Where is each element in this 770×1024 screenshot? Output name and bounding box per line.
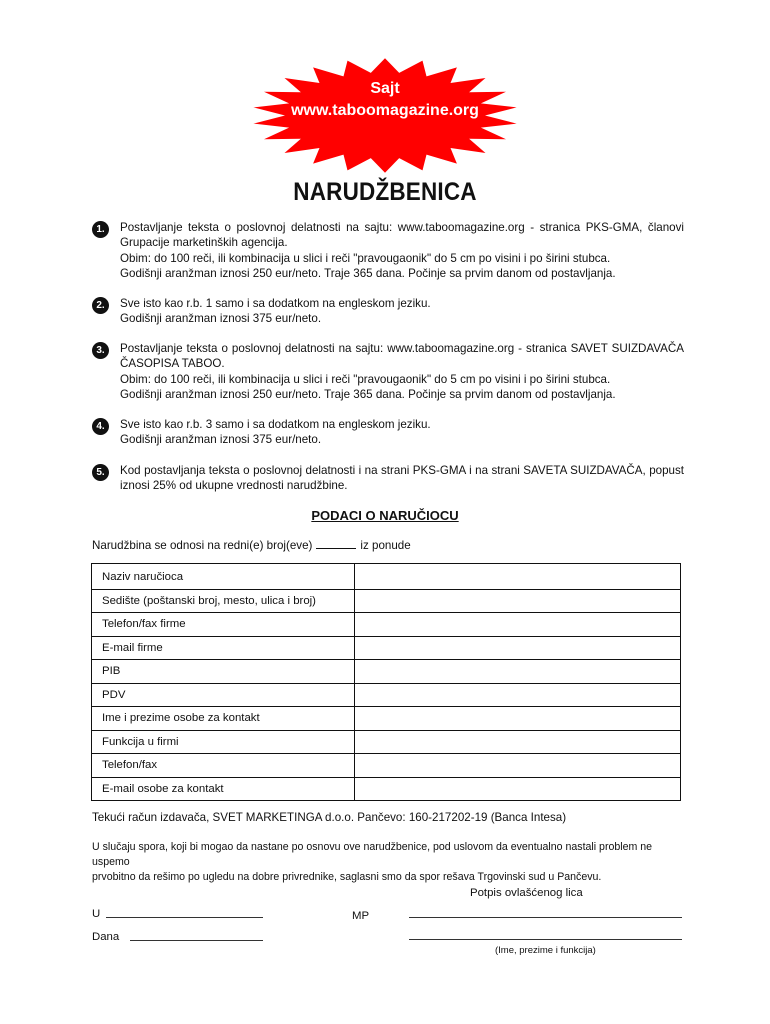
list-item-1: [92, 220, 684, 281]
badge-text: [250, 78, 520, 122]
form-value-field[interactable]: [355, 777, 681, 801]
item-text: Kod postavljanja teksta o poslovnoj delatnosti i na strani PKS-GMA i na strani SAVETA SUIZDAVAČA, popust iznosi 25% od ukupne vrednosti narudžbine.: [120, 464, 684, 493]
list-item-3: [92, 341, 684, 402]
form-value-field[interactable]: [355, 730, 681, 754]
form-label: E-mail osobe za kontakt: [102, 782, 224, 795]
order-reference: [92, 538, 411, 552]
item-text: Godišnji aranžman iznosi 375 eur/neto.: [120, 433, 322, 447]
form-value-field[interactable]: [355, 564, 681, 590]
item-number-badge: 4.: [92, 418, 109, 435]
item-text: Obim: do 100 reči, ili kombinacija u slici i reči "pravougaonik" do 5 cm po visini i po širini stubca.: [120, 372, 611, 386]
list-item-4: [92, 417, 684, 448]
section-heading: [0, 508, 770, 523]
signature-field[interactable]: [409, 917, 682, 918]
item-number-badge: 2.: [92, 297, 109, 314]
item-text: Sve isto kao r.b. 1 samo i sa dodatkom na engleskom jeziku.: [120, 297, 431, 310]
item-number-badge: 5.: [92, 464, 109, 481]
reference-number-field[interactable]: [316, 538, 356, 549]
form-label: Telefon/fax firme: [102, 618, 186, 631]
form-value-field[interactable]: [355, 636, 681, 660]
form-label: Sedište (poštanski broj, mesto, ulica i broj): [102, 594, 316, 607]
reference-label: Narudžbina se odnosi na redni(e) broj(eve): [92, 539, 313, 552]
dispute-clause: [92, 840, 684, 885]
client-data-table: [91, 563, 681, 801]
item-text: Godišnji aranžman iznosi 250 eur/neto. Traje 365 dana. Počinje sa prvim danom od postavljanja.: [120, 266, 616, 280]
form-value-field[interactable]: [355, 707, 681, 731]
item-number-badge: 1.: [92, 221, 109, 238]
dispute-line: prvobitno da rešimo po ugledu na dobre privrednike, saglasni smo da spor rešava Trgovinski sud u Pančevu.: [92, 871, 602, 883]
form-value-field[interactable]: [355, 589, 681, 613]
form-label: Funkcija u firmi: [102, 735, 179, 748]
item-text: Postavljanje teksta o poslovnoj delatnosti na sajtu: www.taboomagazine.org - stranica PKS-GMA, članovi Grupacije marketinških agencija.: [120, 221, 684, 250]
section-title: PODACI O NARUČIOCU: [311, 508, 459, 523]
badge-line-1: Sajt: [370, 80, 400, 97]
item-text: Obim: do 100 reči, ili kombinacija u slici i reči "pravougaonik" do 5 cm po visini i po širini stubca.: [120, 251, 611, 265]
badge-website: www.taboomagazine.org: [291, 102, 479, 119]
place-field[interactable]: [106, 917, 263, 918]
item-number-badge: 3.: [92, 342, 109, 359]
form-value-field[interactable]: [355, 613, 681, 637]
form-label: PDV: [102, 688, 126, 701]
dispute-line: U slučaju spora, koji bi mogao da nastane po osnovu ove narudžbenice, pod uslovom da eventualno nastali problem ne uspemo: [92, 841, 653, 868]
place-label: U: [92, 908, 101, 920]
page-title: NARUDŽBENICA: [293, 178, 477, 206]
form-label: E-mail firme: [102, 641, 163, 654]
date-label: Dana: [92, 931, 120, 943]
form-value-field[interactable]: [355, 683, 681, 707]
reference-suffix: iz ponude: [360, 539, 411, 552]
list-item-5: [92, 463, 684, 494]
item-text: Sve isto kao r.b. 3 samo i sa dodatkom na engleskom jeziku.: [120, 418, 431, 431]
form-label: PIB: [102, 665, 121, 678]
name-function-field[interactable]: [409, 939, 682, 940]
form-value-field[interactable]: [355, 754, 681, 778]
form-label: Telefon/fax: [102, 759, 158, 772]
item-text: Godišnji aranžman iznosi 250 eur/neto. Traje 365 dana. Počinje sa prvim danom od postavljanja.: [120, 387, 616, 401]
form-label: Ime i prezime osobe za kontakt: [102, 712, 260, 725]
form-label: Naziv naručioca: [102, 571, 184, 584]
list-item-2: [92, 296, 684, 327]
date-field[interactable]: [130, 940, 263, 941]
item-text: Godišnji aranžman iznosi 375 eur/neto.: [120, 312, 322, 326]
signature-title: Potpis ovlašćenog lica: [470, 887, 583, 899]
bank-account-text: Tekući račun izdavača, SVET MARKETINGA d.o.o. Pančevo: 160-217202-19 (Banca Intesa): [92, 811, 567, 824]
form-value-field[interactable]: [355, 660, 681, 684]
signature-caption: (Ime, prezime i funkcija): [495, 945, 596, 956]
stamp-label: MP: [352, 910, 370, 922]
item-text: Postavljanje teksta o poslovnoj delatnosti na sajtu: www.taboomagazine.org - stranica SAVET SUIZDAVAČA ČASOPISA TABOO.: [120, 342, 684, 371]
